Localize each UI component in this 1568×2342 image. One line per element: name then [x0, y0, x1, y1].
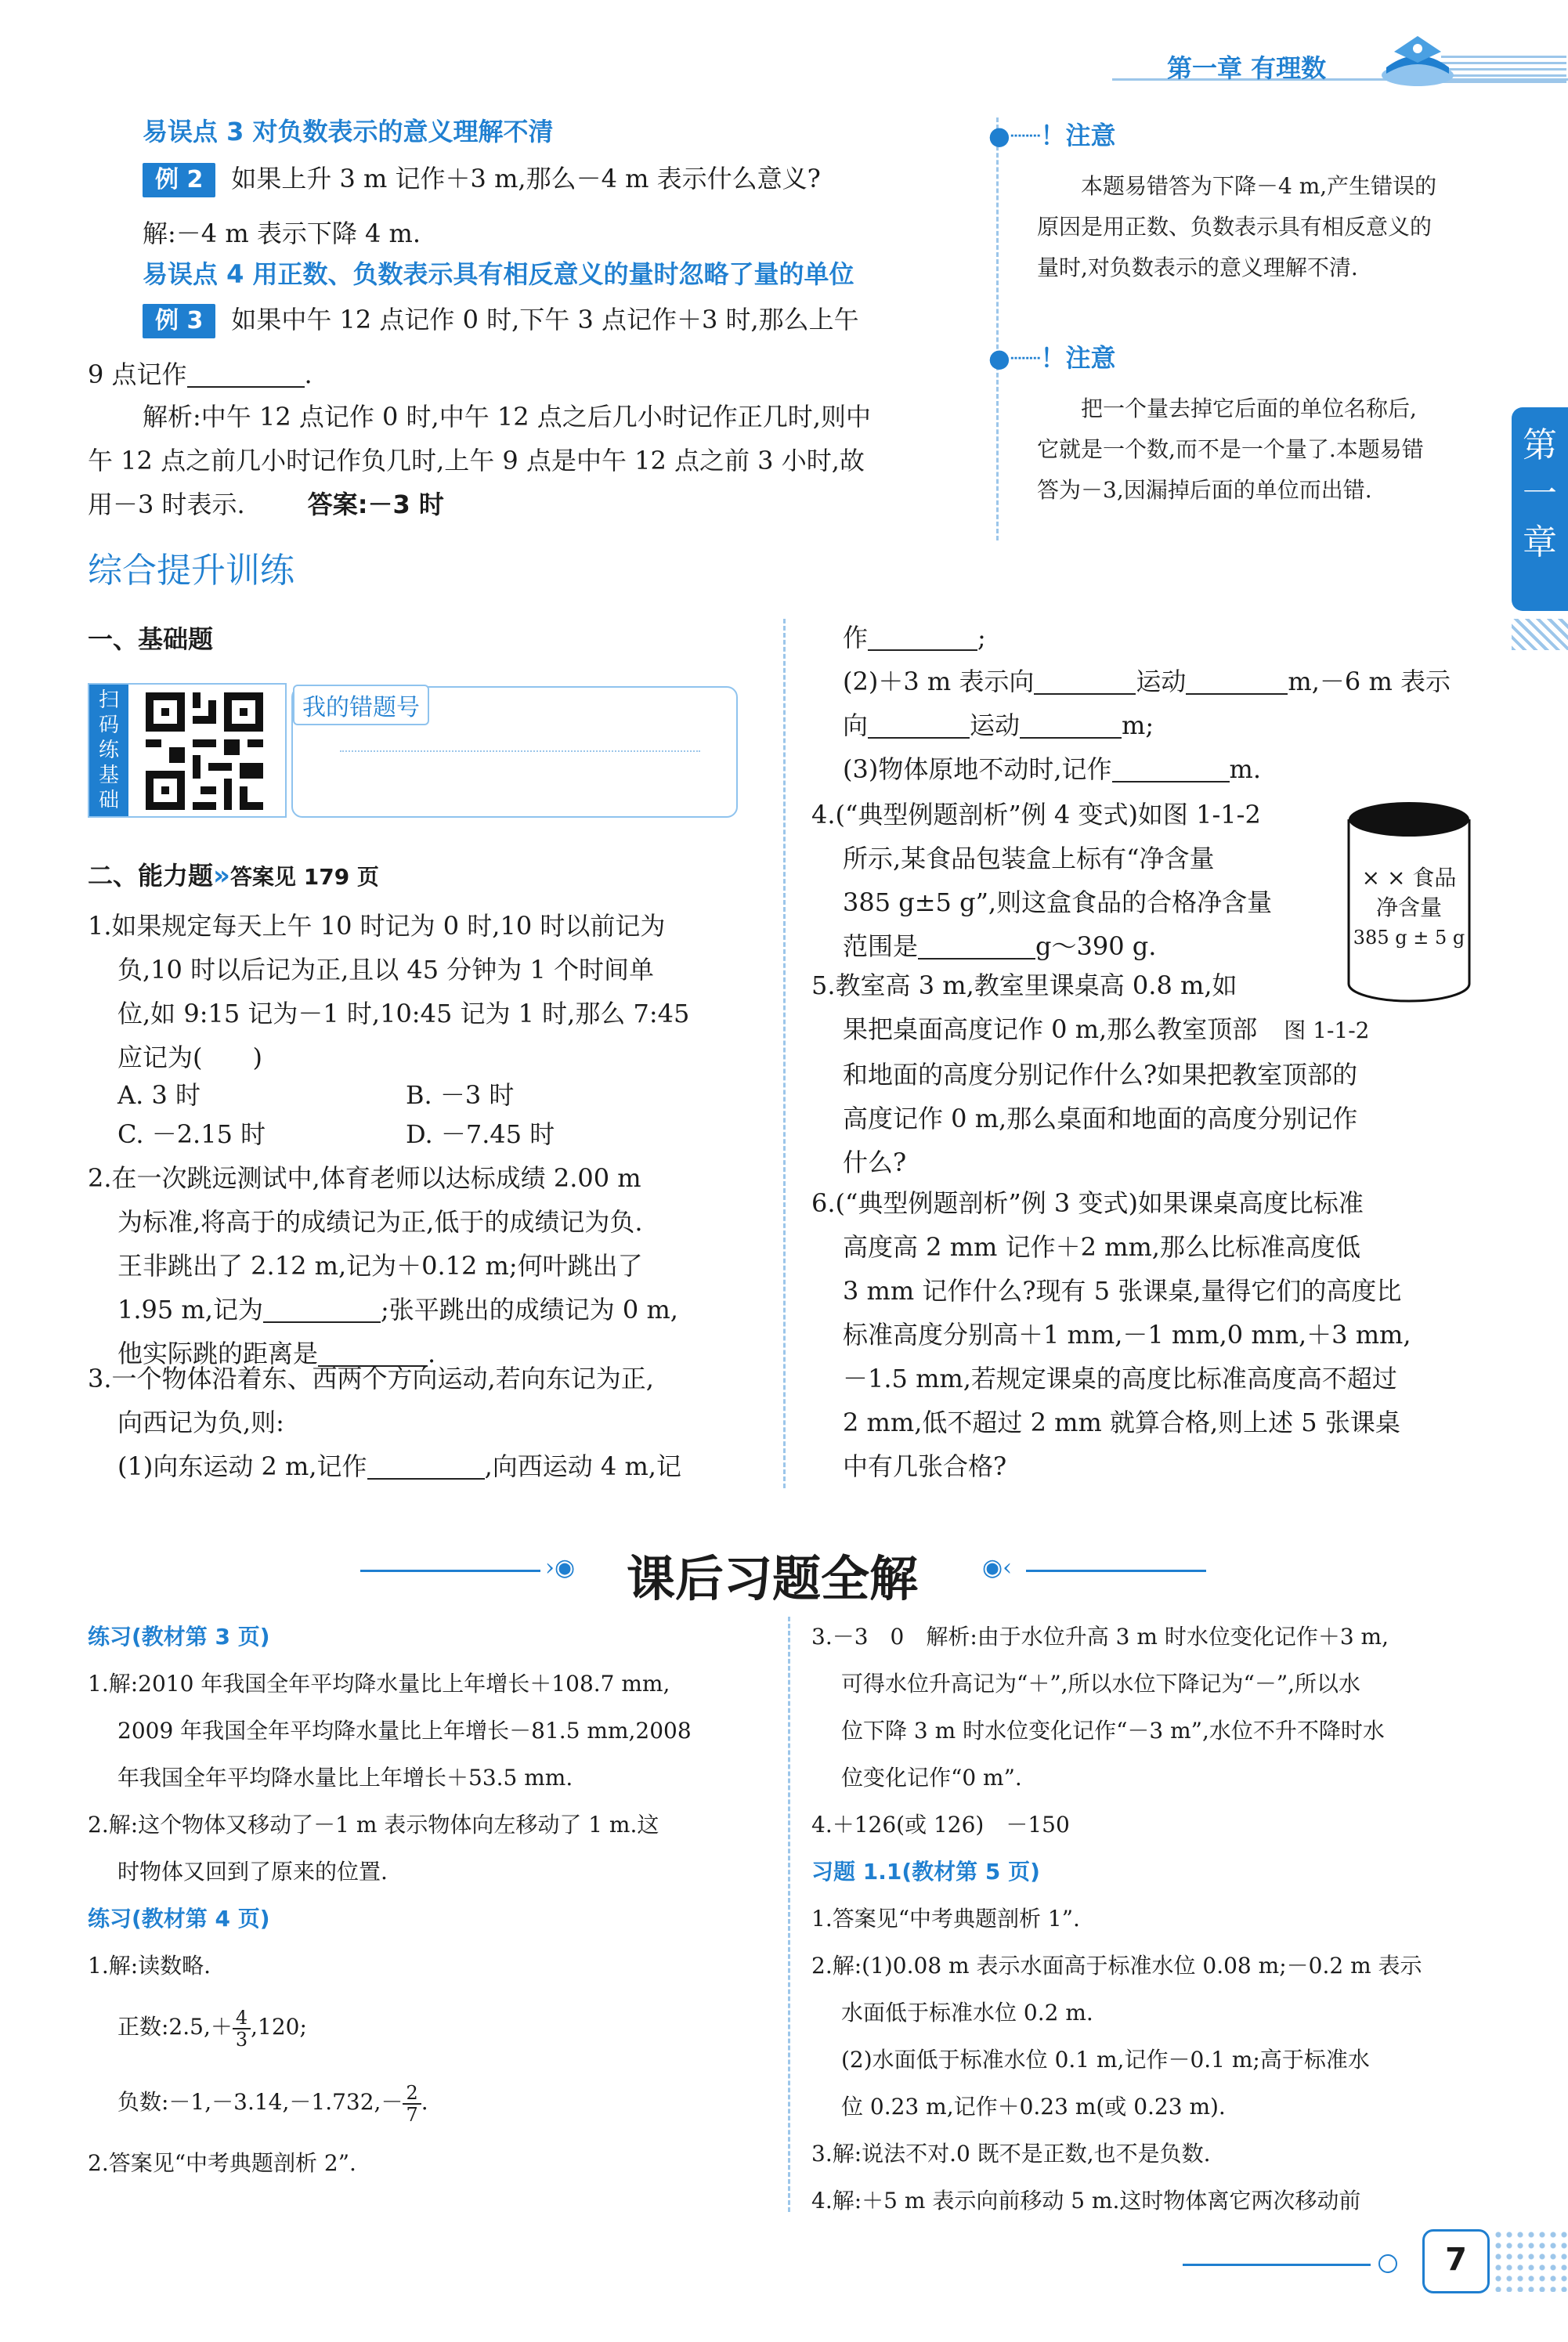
- q3-blank-5: [868, 709, 970, 739]
- double-chevron-icon: »: [213, 860, 230, 891]
- solution-right-line: 位 0.23 m,记作＋0.23 m(或 0.23 m).: [841, 2094, 1226, 2120]
- q1-option-a[interactable]: A. 3 时: [117, 1080, 201, 1110]
- solution-right-line: 4.解:＋5 m 表示向前移动 5 m.这时物体离它两次移动前: [811, 2188, 1361, 2214]
- solutions-left-column: [88, 1614, 769, 2187]
- negative-numbers: 负数:－1,－3.14,－1.732,－ $\frac{2}{7}$ .: [117, 2081, 428, 2126]
- question-4: 4.(“典型例题剖析”例 4 变式)如图 1-1-2 所示,某食品包装盒上标有“净含量 385 g±5 g”,则这盒食品的合格净含量 范围是 g～390 g.: [811, 800, 1273, 961]
- q3-blank-1: [367, 1450, 485, 1480]
- footer-line: [1183, 2264, 1371, 2266]
- side-tab-label: 第一章: [1523, 425, 1557, 562]
- example-3-badge: 例 3: [143, 304, 215, 338]
- solution-right-line: 3.－3 0 解析:由于水位升高 3 m 时水位变化记作＋3 m,: [811, 1624, 1389, 1650]
- question-3-continued: 作 ; (2)＋3 m 表示向 运动 m,－6 m 表示 向 运动 m; (3)物体原地不动时,记作 m.: [843, 623, 1451, 784]
- solution-left-heading: 练习(教材第 4 页): [88, 1906, 270, 1932]
- question-1: 1.如果规定每天上午 10 时记为 0 时,10 时以前记为 负,10 时以后记为正,且以 45 分钟为 1 个时间单 位,如 9:15 记为－1 时,10:45 记为 1 时,那么 7:45 应记为( ): [88, 911, 690, 1072]
- note-2: [988, 338, 1505, 511]
- q3-blank-3: [1034, 665, 1136, 695]
- note-1-title: ●┈┈！注意: [988, 121, 1116, 150]
- question-5: 5.教室高 3 m,教室里课桌高 0.8 m,如 果把桌面高度记作 0 m,那么教室顶部 图 1-1-2 和地面的高度分别记作什么?如果把教室顶部的 高度记作 0 m,那么桌面和地面的高度分别记作 什么?: [811, 970, 1370, 1177]
- note-1: [988, 116, 1505, 288]
- solutions-right-list: [811, 1614, 1508, 2225]
- book-icon: [1378, 28, 1457, 91]
- question-2: 2.在一次跳远测试中,体育老师以达标成绩 2.00 m 为标准,将高于的成绩记为正,低于的成绩记为负. 王非跳出了 2.12 m,记为＋0.12 m;何叶跳出了 1.95 m,记为 ;张平跳出的成绩记为 0 m, 他实际跳的距离是 .: [88, 1163, 678, 1368]
- q3-blank-6: [1020, 709, 1122, 739]
- footer-dots: [1493, 2229, 1568, 2292]
- header-bar: [1112, 44, 1568, 99]
- solution-right-line: 水面低于标准水位 0.2 m.: [841, 2000, 1093, 2026]
- question-6: 6.(“典型例题剖析”例 3 变式)如果课桌高度比标准 高度高 2 mm 记作＋2 mm,那么比标准高度低 3 mm 记作什么?现有 5 张课桌,量得它们的高度比 标准高度分别高＋1 mm,－1 mm,0 mm,＋3 mm, －1.5 mm,若规定课桌的高度比标准高度高不超过 2 mm,低不超过 2 mm 就算合格,则上述 5 张课桌 中有几张合格?: [811, 1188, 1411, 1481]
- q3-blank-2: [868, 621, 977, 651]
- side-tab-stripes: [1512, 619, 1568, 650]
- q3-blank-4: [1186, 665, 1288, 695]
- example-3-question: 如果中午 12 点记作 0 时,下午 3 点记作＋3 时,那么上午: [231, 305, 859, 334]
- qr-card: [88, 683, 287, 818]
- note-1-body: 本题易错答为下降－4 m,产生错误的 原因是用正数、负数表示具有相反意义的 量时,对负数表示的意义理解不清.: [1037, 173, 1437, 280]
- example-3-analysis-2: 午 12 点之前几小时记作负几时,上午 9 点是中午 12 点之前 3 小时,故: [88, 446, 865, 475]
- mistake-box[interactable]: [291, 686, 738, 818]
- example-3-blank: [187, 358, 305, 388]
- q1-option-c[interactable]: C. －2.15 时: [117, 1119, 266, 1149]
- q1-option-b[interactable]: B. －3 时: [406, 1080, 515, 1110]
- solutions-deco-left: [360, 1570, 540, 1572]
- solutions-title: 课后习题全解: [627, 1550, 919, 1607]
- page-number: 7: [1422, 2229, 1490, 2293]
- solution-right-line: 位下降 3 m 时水位变化记作“－3 m”,水位不升不降时水: [841, 1718, 1385, 1744]
- solution-right-line: 位变化记作“0 m”.: [841, 1765, 1022, 1791]
- example-2: [143, 157, 821, 201]
- side-chapter-tab: [1512, 407, 1568, 611]
- solutions-deco-right: [1026, 1570, 1206, 1572]
- solution-left-line: 2009 年我国全年平均降水量比上年增长－81.5 mm,2008: [117, 1718, 692, 1744]
- fraction-2-7: $\frac{2}{7}$: [403, 2083, 421, 2125]
- can-label: × × 食品 净含量 385 g ± 5 g: [1353, 865, 1465, 949]
- solution-right-line: (2)水面低于标准水位 0.1 m,记作－0.1 m;高于标准水: [841, 2047, 1370, 2073]
- mistake-label: 我的错题号: [293, 685, 429, 725]
- solution-left-line: 1.解:读数略.: [88, 1953, 211, 1979]
- example-2-solution: 解:－4 m 表示下降 4 m.: [143, 219, 421, 248]
- solutions-arrow-right-icon: ◉‹: [982, 1554, 1013, 1581]
- figure-caption: 图 1-1-2: [1284, 1017, 1370, 1043]
- example-2-question: 如果上升 3 m 记作＋3 m,那么－4 m 表示什么意义?: [231, 164, 821, 193]
- solution-right-line: 1.答案见“中考典题剖析 1”.: [811, 1906, 1080, 1932]
- note-2-body: 把一个量去掉它后面的单位名称后, 它就是一个数,而不是一个量了.本题易错 答为－3,因漏掉后面的单位而出错.: [1037, 396, 1424, 503]
- qr-side-label: 扫 码 练 基 础: [89, 685, 128, 816]
- solution-right-line: 可得水位升高记为“＋”,所以水位下降记为“－”,所以水: [841, 1671, 1361, 1697]
- question-3: 3.一个物体沿着东、西两个方向运动,若向东记为正, 向西记为负,则: (1)向东运动 2 m,记作 ,向西运动 4 m,记: [88, 1364, 681, 1481]
- solution-right-line: 2.解:(1)0.08 m 表示水面高于标准水位 0.08 m;－0.2 m 表示: [811, 1953, 1422, 1979]
- solutions-divider: [788, 1617, 790, 2212]
- example-3-analysis-3: [88, 482, 444, 526]
- left-last-line: 2.答案见“中考典题剖析 2”.: [88, 2150, 356, 2176]
- q1-option-d[interactable]: D. －7.45 时: [406, 1119, 555, 1149]
- solution-right-line: 3.解:说法不对.0 既不是正数,也不是负数.: [811, 2141, 1211, 2167]
- example-3-q2: 9 点记作: [88, 360, 187, 389]
- column-divider: [783, 619, 786, 1488]
- solution-left-heading: 练习(教材第 3 页): [88, 1624, 270, 1650]
- footer-circle-icon: [1378, 2254, 1397, 2273]
- example-3: [143, 298, 859, 342]
- solution-left-line: 1.解:2010 年我国全年平均降水量比上年增长＋108.7 mm,: [88, 1671, 670, 1697]
- solution-left-line: 2.解:这个物体又移动了－1 m 表示物体向左移动了 1 m.这: [88, 1812, 659, 1838]
- err3-title: 易误点 3 对负数表示的意义理解不清: [143, 117, 554, 146]
- basic-heading: 一、基础题: [88, 624, 214, 654]
- ability-ref: 答案见 179 页: [229, 864, 379, 890]
- solution-left-line: 年我国全年平均降水量比上年增长＋53.5 mm.: [117, 1765, 573, 1791]
- example-3-question-line2: 9 点记作 .: [88, 360, 313, 389]
- qr-code-icon[interactable]: [146, 692, 263, 810]
- q2-blank-1: [263, 1293, 381, 1323]
- ability-heading-text: 二、能力题: [88, 861, 214, 891]
- solution-right-line: 4.＋126(或 126) －150: [811, 1812, 1070, 1838]
- fraction-4-3: $\frac{4}{3}$: [233, 2008, 251, 2050]
- solutions-right-column: [811, 1614, 1508, 2225]
- example-3-a3: 用－3 时表示.: [88, 490, 245, 519]
- example-3-answer: 答案:－3 时: [307, 490, 444, 519]
- training-title: 综合提升训练: [88, 551, 294, 591]
- solution-right-heading: 习题 1.1(教材第 5 页): [811, 1859, 1040, 1885]
- solution-left-line: 时物体又回到了原来的位置.: [117, 1859, 388, 1885]
- mistake-dotted-line: [340, 750, 700, 752]
- header-stripes-right: [1441, 55, 1566, 83]
- solutions-arrow-left-icon: ›◉: [545, 1554, 576, 1581]
- ability-heading: [88, 854, 379, 899]
- err4-title: 易误点 4 用正数、负数表示具有相反意义的量时忽略了量的单位: [143, 259, 854, 289]
- q4-blank: [918, 930, 1035, 960]
- solutions-left-list: [88, 1614, 769, 1990]
- positive-numbers: 正数:2.5,＋ $\frac{4}{3}$ ,120;: [117, 2006, 307, 2051]
- example-3-analysis-1: 解析:中午 12 点记作 0 时,中午 12 点之后几小时记作正几时,则中: [143, 402, 871, 432]
- chapter-header: 第一章 有理数: [1167, 53, 1327, 83]
- note-2-title: ●┈┈！注意: [988, 343, 1116, 373]
- q3-blank-7: [1112, 753, 1230, 782]
- example-2-badge: 例 2: [143, 163, 215, 197]
